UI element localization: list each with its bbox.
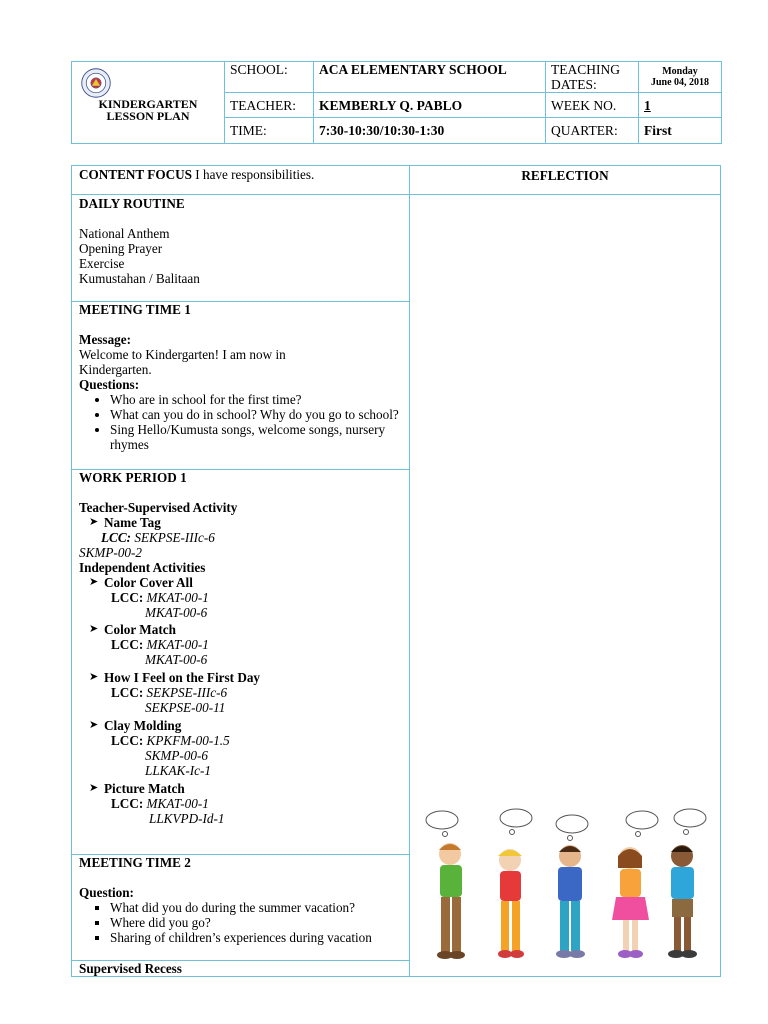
routine-item: Exercise [79,256,125,271]
supervised-activity-label: Teacher-Supervised Activity [79,500,238,515]
question-item: • What can you do in school? Why do you go to school? [110,407,400,422]
activity-item [79,575,409,590]
arrow-bullet-icon: ➤ [89,576,99,588]
content-focus-label: CONTENT FOCUS [79,167,192,182]
activity-lcc [79,733,409,748]
daily-routine-title: DAILY ROUTINE [79,196,185,211]
activity-lcc [79,796,409,811]
activity-name: Picture Match [104,781,185,796]
name-tag-item [79,515,409,530]
lcc-code: SKMP-00-6 [145,748,208,763]
questions-label: Questions: [79,377,140,392]
meeting-time-2-section [72,855,410,961]
reflection-header [410,166,721,195]
routine-item: Kumustahan / Balitaan [79,271,200,286]
quarter-label: QUARTER: [546,118,639,144]
teaching-dates-value [639,62,722,93]
lcc-code: LLKAK-Ic-1 [145,763,211,778]
lcc-code: SEKPSE-00-11 [145,700,226,715]
lcc-code: KPKFM-00-1.5 [146,733,230,748]
activity-name: Color Cover All [104,575,193,590]
meeting-time-2-title: MEETING TIME 2 [79,855,191,870]
lcc-code: MKAT-00-1 [146,796,209,811]
activity-item [79,718,409,733]
routine-item: Opening Prayer [79,241,163,256]
name-tag-lcc [79,530,409,545]
reflection-body [410,195,721,977]
question-item: ▪ Where did you go? [110,915,409,930]
lesson-plan-table [71,165,721,977]
question-label: Question: [79,885,134,900]
lcc-code: MKAT-00-6 [145,605,208,620]
supervised-recess-section [72,961,410,977]
date-value: June 04, 2018 [650,77,710,88]
meeting-time-1-section [72,302,410,470]
time-label: TIME: [225,118,314,144]
activity-lcc [79,637,409,652]
routine-item: National Anthem [79,226,170,241]
message-text: Welcome to Kindergarten! I am now in Kindergarten. [79,347,286,377]
lcc-code: LLKVPD-Id-1 [149,811,225,826]
independent-activities-label: Independent Activities [79,560,206,575]
work-period-1-section [72,470,410,855]
arrow-bullet-icon: ➤ [89,671,99,683]
time-value: 7:30-10:30/10:30-1:30 [314,118,546,144]
lcc-label: LCC: [101,530,132,545]
date-day: Monday [662,66,698,77]
header-table [71,61,722,144]
name-tag-label: Name Tag [104,515,161,530]
lcc-code: SKMP-00-2 [79,545,142,560]
school-label: SCHOOL: [225,62,314,93]
meeting-time-1-title: MEETING TIME 1 [79,302,191,317]
activity-name: How I Feel on the First Day [104,670,261,685]
arrow-bullet-icon: ➤ [89,782,99,794]
daily-routine-section [72,195,410,302]
lcc-code: MKAT-00-1 [146,637,209,652]
reflection-label: REFLECTION [521,168,609,183]
teacher-value: KEMBERLY Q. PABLO [314,93,546,118]
week-value: 1 [639,93,722,118]
question-item: • Sing Hello/Kumusta songs, welcome songs, nursery rhymes [110,422,400,452]
deped-seal-logo [81,68,111,98]
activity-item [79,622,409,637]
supervised-recess-label: Supervised Recess [79,961,182,976]
question-item: • Who are in school for the first time? [110,392,409,407]
kindergarten-title: KINDERGARTEN [98,97,198,111]
week-label: WEEK NO. [546,93,639,118]
lcc-label: LCC: [111,733,144,748]
content-focus-text: I have responsibilities. [191,167,315,182]
activity-lcc [79,685,409,700]
work-period-1-title: WORK PERIOD 1 [79,470,187,485]
arrow-bullet-icon: ➤ [89,516,99,528]
children-thinking-illustration [420,808,710,968]
question-item: ▪ What did you do during the summer vacation? [110,900,409,915]
arrow-bullet-icon: ➤ [89,623,99,635]
teacher-label: TEACHER: [225,93,314,118]
lcc-label: LCC: [111,590,144,605]
teaching-dates-label: TEACHING DATES: [546,62,639,93]
questions-list [79,392,409,452]
lcc-label: LCC: [111,796,144,811]
activity-name: Color Match [104,622,176,637]
lcc-label: LCC: [111,637,144,652]
arrow-bullet-icon: ➤ [89,719,99,731]
logo-cell [72,62,225,144]
activity-name: Clay Molding [104,718,182,733]
activity-item [79,670,409,685]
lcc-code: SEKPSE-IIIc-6 [146,685,228,700]
activity-item [79,781,409,796]
school-value: ACA ELEMENTARY SCHOOL [314,62,546,93]
questions-list [79,900,409,945]
message-label: Message: [79,332,131,347]
question-item: ▪ Sharing of children’s experiences during vacation [110,930,380,945]
lcc-code: MKAT-00-1 [146,590,209,605]
quarter-value: First [639,118,722,144]
lesson-plan-title: LESSON PLAN [106,109,190,123]
lcc-label: LCC: [111,685,144,700]
lcc-code: MKAT-00-6 [145,652,208,667]
activity-lcc [79,590,409,605]
lcc-code: SEKPSE-IIIc-6 [134,530,215,545]
content-focus [72,166,410,195]
